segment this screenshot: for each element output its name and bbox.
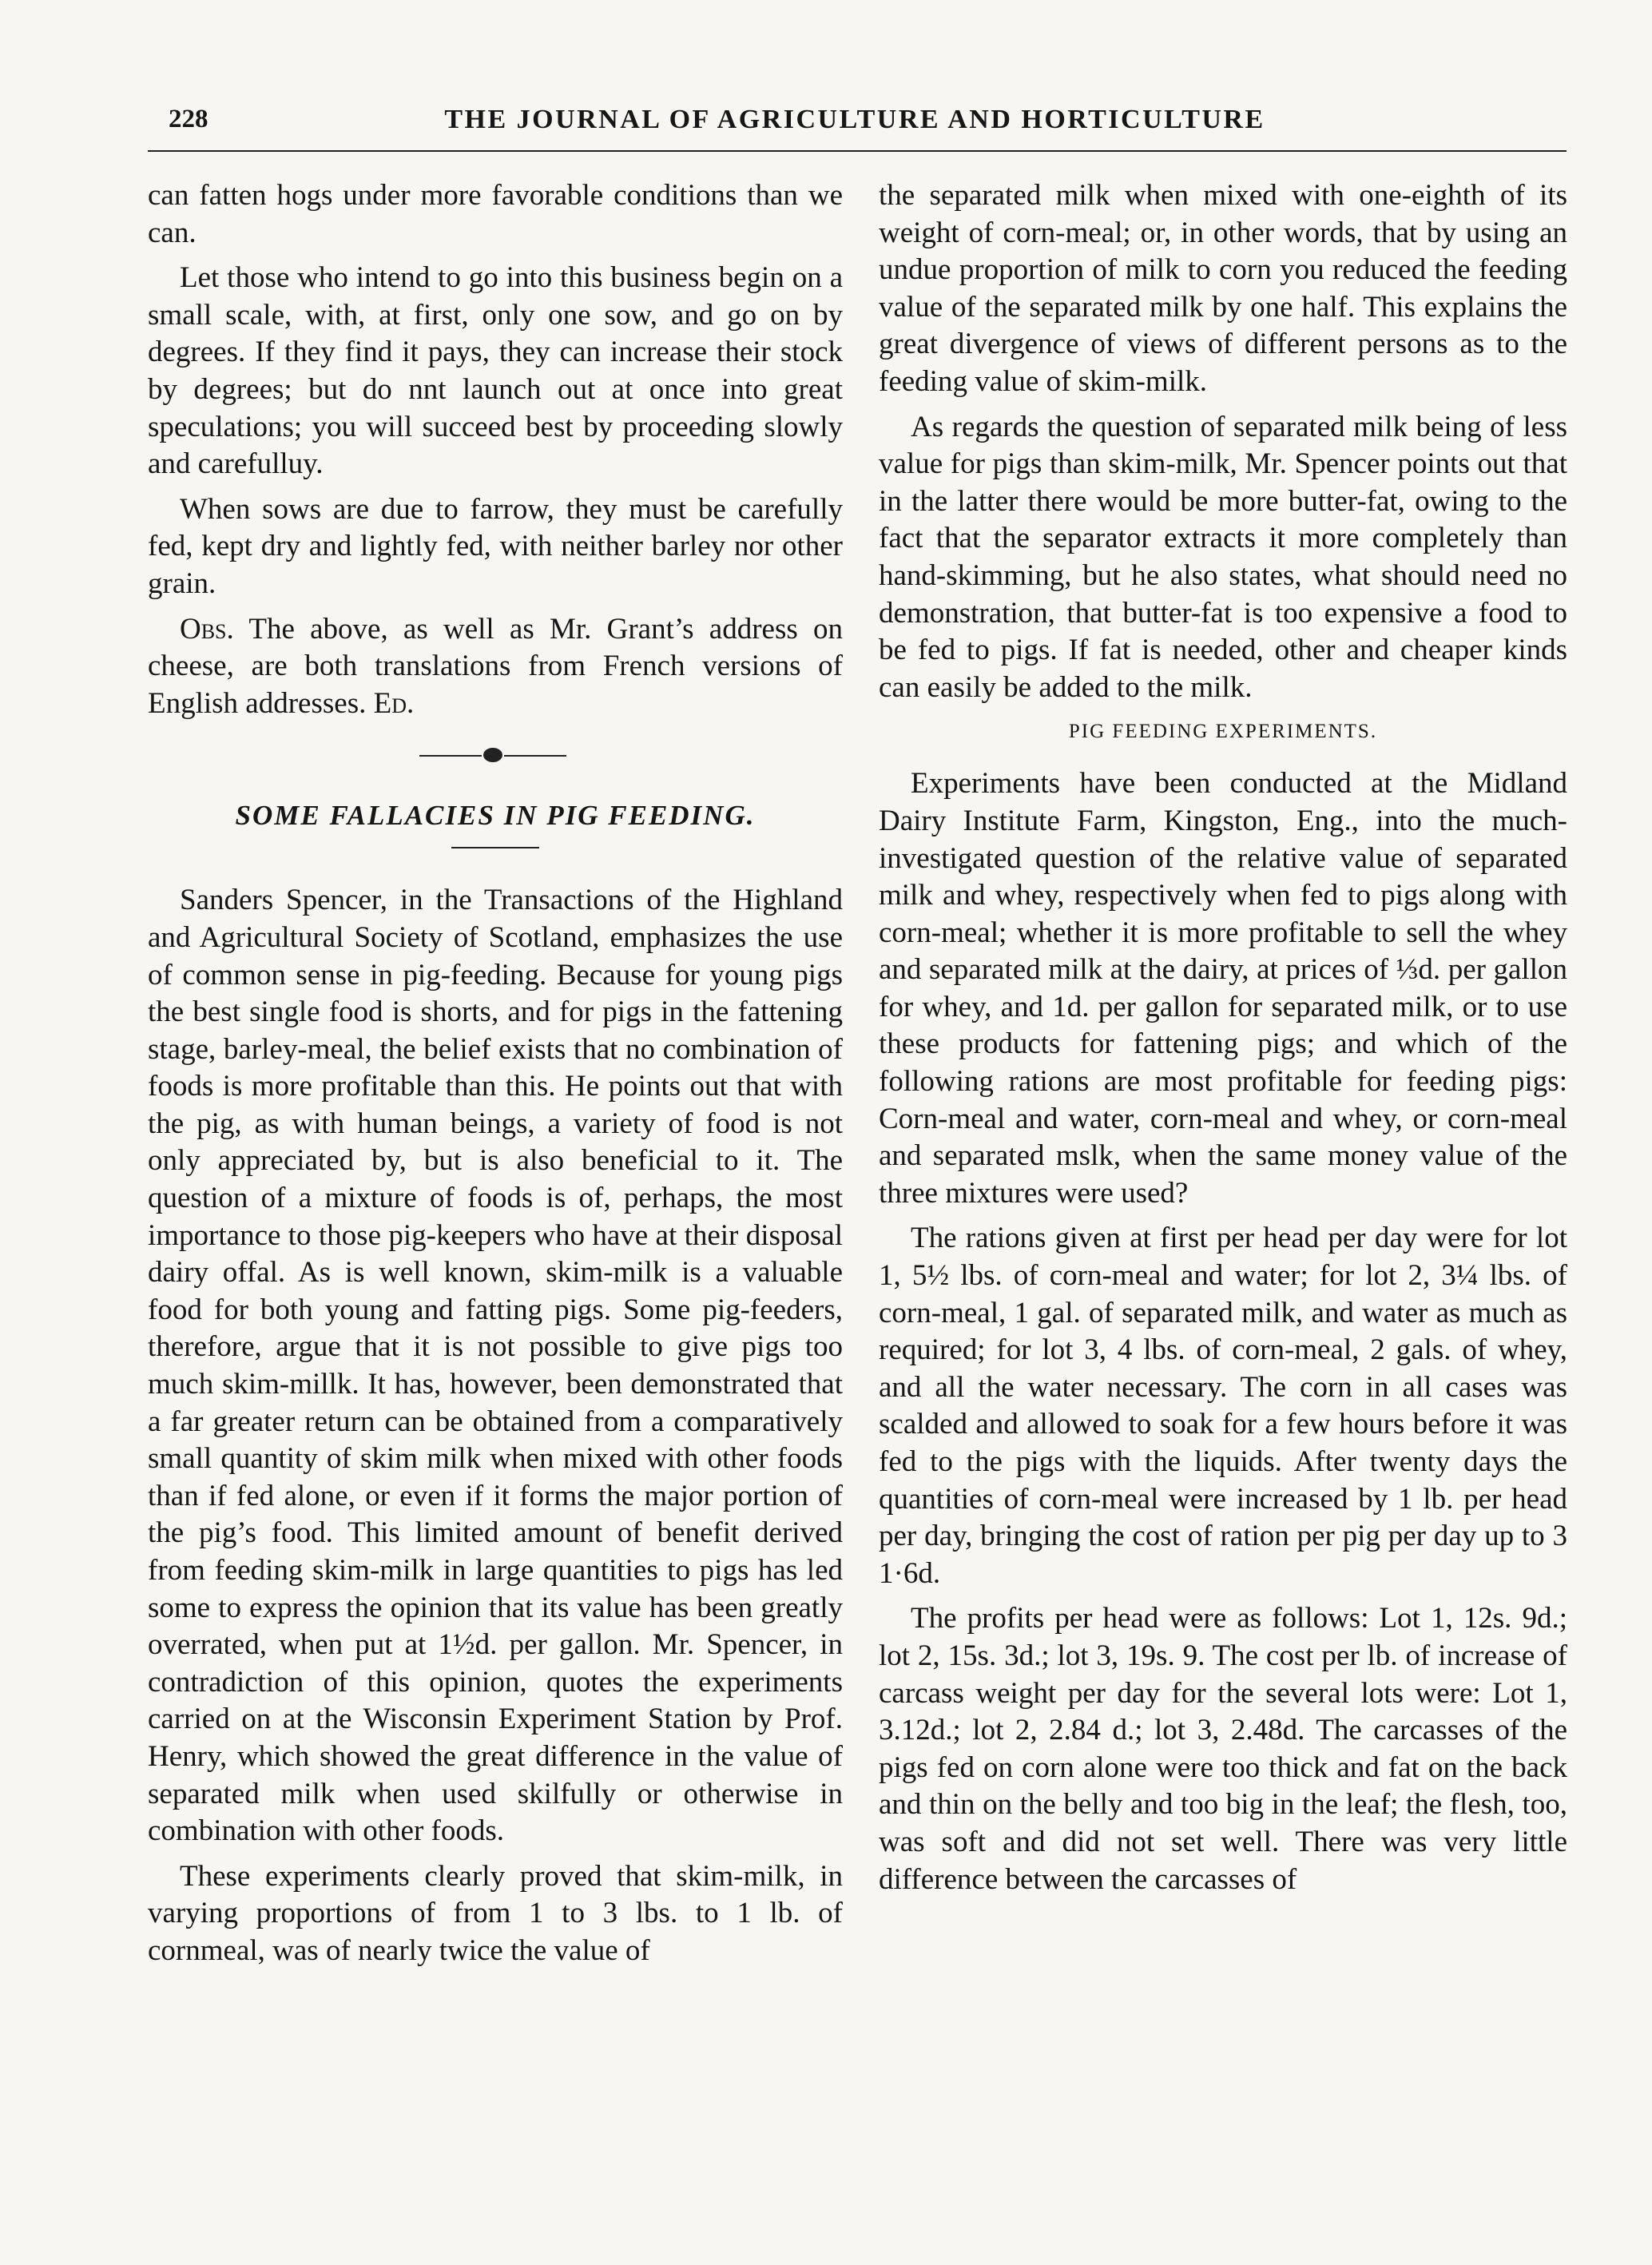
paragraph: Experiments have been conducted at the Midland Dairy Institute Farm, Kingston, Eng., into the much-investigated question of the relative value of separated milk and whey, respectively when fed to pigs along with corn-meal; whether it is more profitable to sell the whey and separated milk at the dairy, at prices of ⅓d. per gallon for whey, and 1d. per gallon for separated milk, or to use these products for fattening pigs; and which of the following rations are most profitable for feeding pigs: Corn-meal and water, corn-meal and whey, or corn-meal and separated mslk, when the same money value of the three mixtures were used? [879, 767, 1567, 1210]
header-rule [148, 150, 1567, 152]
editor-note-lead: Obs. [180, 612, 234, 646]
paragraph: The rations given at first per head per day were for lot 1, 5½ lbs. of corn-meal and water; for lot 2, 3¼ lbs. of corn-meal, 1 gal. of separated milk, and water as much as required; for lot 3, 4 lbs. of corn-meal, 2 gals. of whey, and all the water necessary. The corn in all cases was scalded and allowed to soak for a few hours before it was fed to the pigs with the liquids. After twenty days the quantities of corn-meal were increased by 1 lb. per head per day, bringing the cost of ration per pig per day up to 3 1·6d. [879, 1222, 1567, 1590]
paragraph: Sanders Spencer, in the Transactions of the Highland and Agricultural Society of Scotland, emphasizes the use of common sense in pig-feeding. Because for young pigs the best single food is shorts, and for pigs in the fattening stage, barley-meal, the belief exists that no combination of foods is more profitable than this. He points out that with the pig, as with human beings, a variety of food is not only appreciated by, but is also beneficial to it. The question of a mixture of foods is of, perhaps, the most importance to those pig-keepers who have at their disposal dairy offal. As is well known, skim-milk is a valuable food for both young and fatting pigs. Some pig-feeders, therefore, argue that it is not possible to give pigs too much skim-millk. It has, however, been demonstrated that a far greater return can be obtained from a comparatively small quantity of skim milk when mixed with other foods than if fed alone, or even if it forms the major portion of the pig’s food. This limited amount of benefit derived from feeding skim-milk in large quantities to pigs has led some to express the opinion that its value has been greatly overrated, when put at 1½d. per gallon. Mr. Spencer, in contradiction of this opinion, quotes the experiments carried on at the Wisconsin Experiment Station by Prof. Henry, which showed the great difference in the value of separated milk when used skilfully or otherwise in combination with other foods. [148, 884, 843, 1848]
editor-note-text: The above, as well as Mr. Grant’s address on cheese, are both translations from French versions of English addresses. [148, 612, 843, 720]
editor-note [148, 611, 843, 723]
paragraph: As regards the question of separated milk being of less value for pigs than skim-milk, Mr. Spencer points out that in the latter there would be more butter-fat, owing to the fact that the separator extracts it more completely than hand-skimming, but he also states, what should need no demonstration, that butter-fat is too expensive a food to be fed to pigs. If fat is needed, other and cheaper kinds can easily be added to the milk. [879, 410, 1567, 704]
page-number: 228 [169, 105, 208, 133]
continued-paragraph: the separated milk when mixed with one-eighth of its weight of corn-meal; or, in other words, that by using an undue proportion of milk to corn you reduced the feeding value of the separated milk by one half. This explains the great divergence of views of different persons as to the feeding value of skim-milk. [879, 179, 1567, 398]
ornament-rule-left [419, 755, 482, 757]
article-title: SOME FALLACIES IN PIG FEEDING. [235, 800, 756, 832]
page-header [148, 100, 1562, 148]
running-title: THE JOURNAL OF AGRICULTURE AND HORTICULTURE [444, 105, 1265, 134]
ornament-center-mark [483, 748, 502, 762]
section-subheading: PIG FEEDING EXPERIMENTS. [1068, 721, 1378, 743]
section-divider-ornament [148, 730, 843, 781]
right-column [879, 177, 1567, 1906]
title-rule [451, 847, 539, 848]
paragraph: These experiments clearly proved that skim-milk, in varying proportions of from 1 to 3 lbs. to 1 lb. of cornmeal, was of nearly twice the value of [148, 1859, 843, 1967]
paragraph: The profits per head were as follows: Lot 1, 12s. 9d.; lot 2, 15s. 3d.; lot 3, 19s. 9. The cost per lb. of increase of carcass weight per day for the several lots were: Lot 1, 3.12d.; lot 2, 2.84 d.; lot 3, 2.48d. The carcasses of the pigs fed on corn alone were too thick and fat on the back and thin on the belly and too big in the leaf; the flesh, too, was soft and did not set well. There was very little difference between the carcasses of [879, 1602, 1567, 1896]
left-column [148, 177, 843, 1978]
paragraph: Let those who intend to go into this business begin on a small scale, with, at first, only one sow, and go on by degrees. If they find it pays, they can increase their stock by degrees; but do nnt launch out at once into great speculations; you will succeed best by proceeding slowly and carefulluy. [148, 261, 843, 481]
ornament-rule-right [504, 755, 566, 757]
continued-paragraph: can fatten hogs under more favorable conditions than we can. [148, 179, 843, 249]
editor-signature: Ed. [373, 686, 415, 720]
paragraph: When sows are due to farrow, they must be carefully fed, kept dry and lightly fed, with neither barley nor other grain. [148, 492, 843, 600]
